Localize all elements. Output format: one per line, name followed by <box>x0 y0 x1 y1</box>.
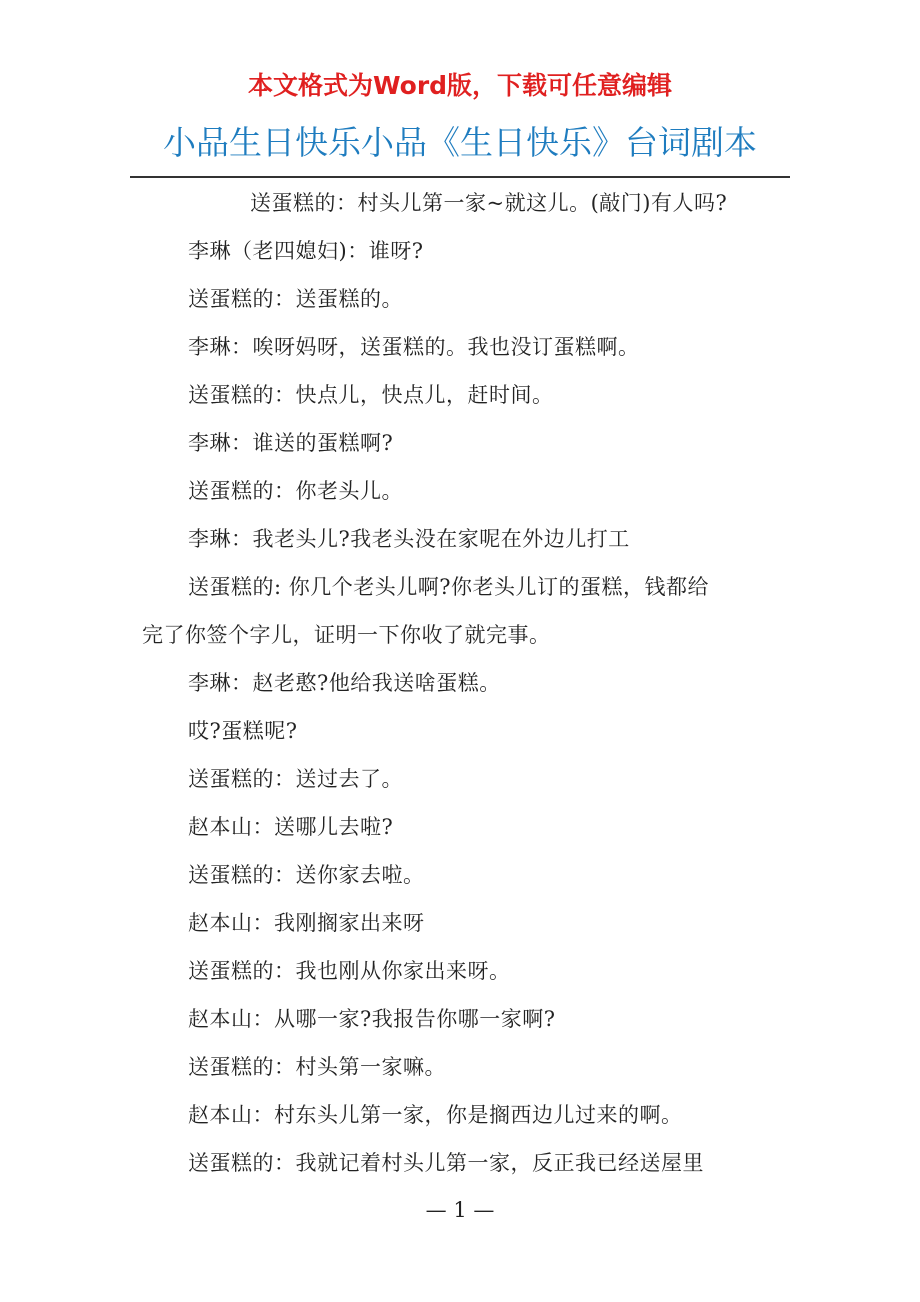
script-line: 送蛋糕的：我就记着村头儿第一家，反正我已经送屋里 <box>188 1151 704 1175</box>
script-line: 送蛋糕的：村头儿第一家~就这儿。(敲门)有人吗? <box>250 191 728 215</box>
script-line: 赵本山：从哪一家?我报告你哪一家啊? <box>188 1007 556 1031</box>
script-line: 李琳：赵老憨?他给我送啥蛋糕。 <box>188 671 501 695</box>
script-line: 李琳：谁送的蛋糕啊? <box>188 431 394 455</box>
format-notice: 本文格式为Word版，下载可任意编辑 <box>247 71 673 100</box>
document-title: 小品生日快乐小品《生日快乐》台词剧本 <box>163 123 757 162</box>
script-line: 送蛋糕的：村头第一家嘛。 <box>188 1055 446 1079</box>
script-line: 送蛋糕的：送你家去啦。 <box>188 863 425 887</box>
script-line: 送蛋糕的：我也刚从你家出来呀。 <box>188 959 511 983</box>
script-line: 赵本山：我刚搁家出来呀 <box>188 911 425 935</box>
script-line: 哎?蛋糕呢? <box>188 719 298 743</box>
script-line-continuation: 完了你签个字儿，证明一下你收了就完事。 <box>142 623 551 647</box>
script-line: 送蛋糕的: 你几个老头儿啊?你老头儿订的蛋糕，钱都给 <box>188 575 710 599</box>
script-line: 李琳：唉呀妈呀，送蛋糕的。我也没订蛋糕啊。 <box>188 335 640 359</box>
script-line: 送蛋糕的：送过去了。 <box>188 767 403 791</box>
script-line: 送蛋糕的：你老头儿。 <box>188 479 403 503</box>
script-body <box>142 178 788 1186</box>
script-line: 赵本山：送哪儿去啦? <box>188 815 394 839</box>
page-number: — 1 — <box>425 1198 495 1222</box>
script-line: 送蛋糕的：快点儿，快点儿，赶时间。 <box>188 383 554 407</box>
script-line: 李琳：我老头儿?我老头没在家呢在外边儿打工 <box>188 527 630 551</box>
script-line: 李琳（老四媳妇)：谁呀? <box>188 239 424 263</box>
script-line: 赵本山：村东头儿第一家，你是搁西边儿过来的啊。 <box>188 1103 683 1127</box>
script-line: 送蛋糕的：送蛋糕的。 <box>188 287 403 311</box>
